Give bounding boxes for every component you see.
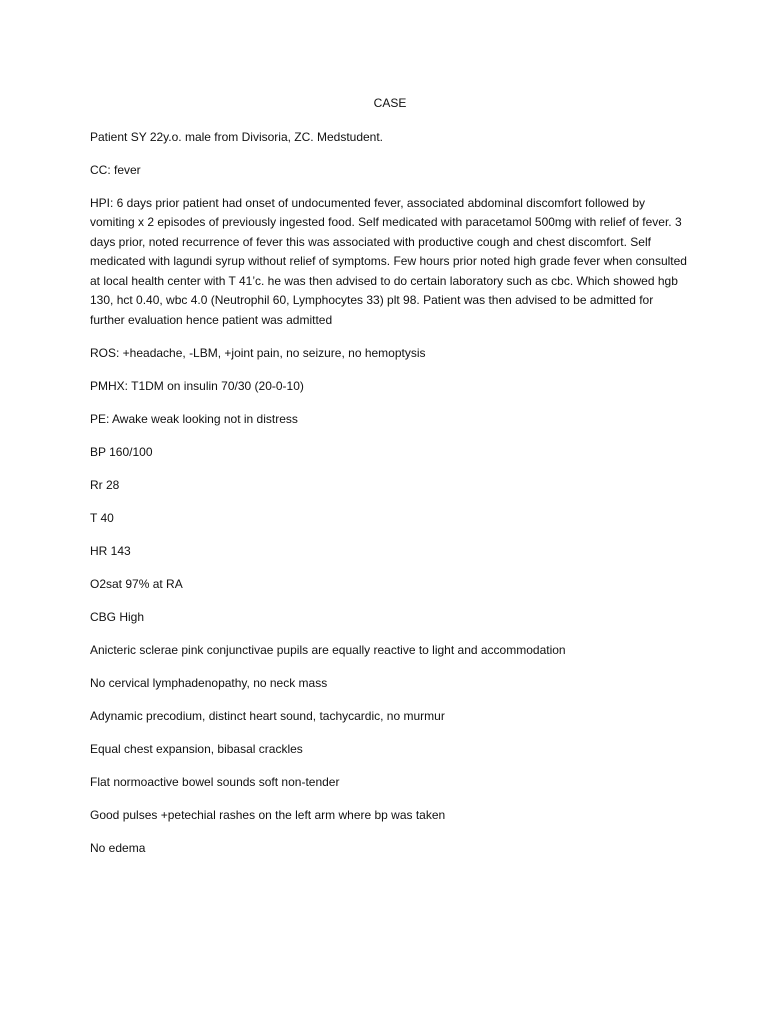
edema-finding: No edema (90, 840, 146, 855)
vital-bp: BP 160/100 (90, 444, 153, 459)
neck-finding: No cervical lymphadenopathy, no neck mass (90, 675, 328, 690)
case-document (90, 94, 690, 872)
patient-info: Patient SY 22y.o. male from Divisoria, ZC. Medstudent. (90, 129, 384, 144)
past-medical-history: PMHX: T1DM on insulin 70/30 (20-0-10) (90, 378, 304, 393)
chest-finding: Equal chest expansion, bibasal crackles (90, 741, 303, 756)
history-of-present-illness: HPI: 6 days prior patient had onset of undocumented fever, associated abdominal discomfort followed by vomiting x 2 episodes of previously ingested food. Self medicated with paracetamol 500mg with relief of fever. 3 days prior, noted recurrence of fever this was associated with productive cough and chest discomfort. Self medicated with lagundi syrup without relief of symptoms. Few hours prior noted high grade fever when consulted at local health center with T 41’c. he was then advised to do certain laboratory such as cbc. Which showed hgb 130, hct 0.40, wbc 4.0 (Neutrophil 60, Lymphocytes 33) plt 98. Patient was then advised to be admitted for further evaluation hence patient was admitted (90, 195, 687, 327)
physical-exam-general: PE: Awake weak looking not in distress (90, 411, 298, 426)
extremities-finding: Good pulses +petechial rashes on the left arm where bp was taken (90, 807, 446, 822)
vital-o2sat: O2sat 97% at RA (90, 576, 183, 591)
cardiac-finding: Adynamic precodium, distinct heart sound, tachycardic, no murmur (90, 708, 445, 723)
vital-cbg: CBG High (90, 609, 145, 624)
vital-temp: T 40 (90, 510, 114, 525)
chief-complaint: CC: fever (90, 162, 141, 177)
vital-hr: HR 143 (90, 543, 131, 558)
document-title: CASE (373, 96, 407, 110)
vital-rr: Rr 28 (90, 477, 120, 492)
heent-finding: Anicteric sclerae pink conjunctivae pupils are equally reactive to light and accommodation (90, 642, 566, 657)
abdomen-finding: Flat normoactive bowel sounds soft non-tender (90, 774, 340, 789)
review-of-systems: ROS: +headache, -LBM, +joint pain, no seizure, no hemoptysis (90, 345, 426, 360)
